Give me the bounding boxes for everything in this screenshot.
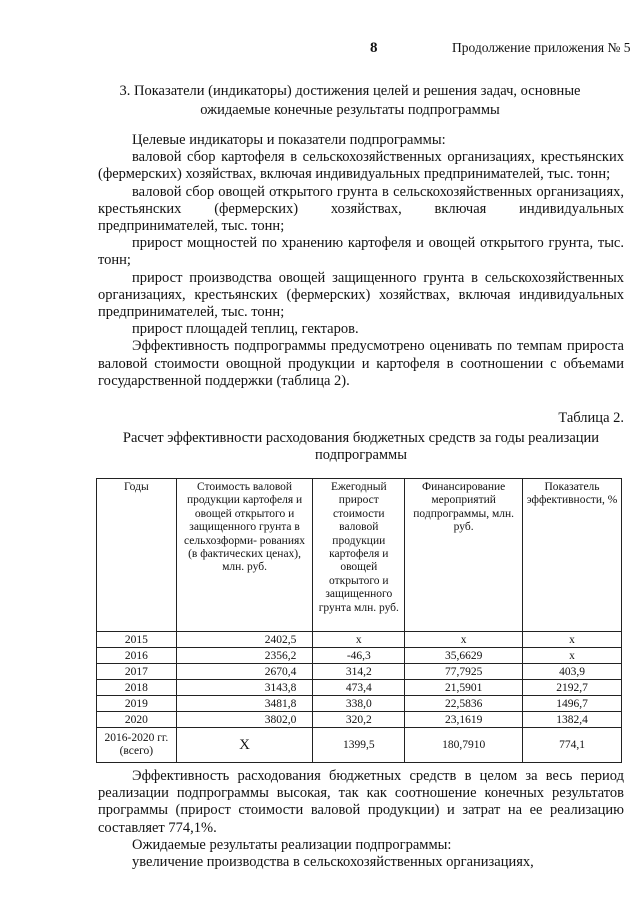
column-header: Годы xyxy=(97,479,177,632)
indicator-greenhouse-area: прирост площадей теплиц, гектаров. xyxy=(132,321,359,338)
growth-cell: 314,2 xyxy=(313,664,405,680)
section-heading: 3. Показатели (индикаторы) достижения целей и решения задач, основные ожидаемые конечные результаты подпрограммы xyxy=(119,83,581,118)
page-number: 8 xyxy=(370,40,378,56)
indicators-block xyxy=(98,132,624,390)
column-header: Показатель эффективности, % xyxy=(523,479,622,632)
table-label: Таблица 2. xyxy=(558,410,624,426)
efficiency-conclusion: Эффективность расходования бюджетных средств в целом за весь период реализации подпрограммы высокая, так как соотношение конечных результатов программы (прирост стоимости валовой продукции) и затрат на ее реализацию составляет 774,1%. xyxy=(98,768,624,836)
growth-cell: 473,4 xyxy=(313,680,405,696)
funding-cell: 77,7925 xyxy=(405,664,523,680)
total-gross-value-cell: Х xyxy=(176,728,313,763)
efficiency-method: Эффективность подпрограммы предусмотрено оценивать по темпам прироста валовой стоимости овощной продукции и картофеля в соотношении с объемами государственной поддержки (таблица 2). xyxy=(98,338,624,389)
table-row xyxy=(97,648,622,664)
funding-cell: 35,6629 xyxy=(405,648,523,664)
gross-value-cell: 2670,4 xyxy=(176,664,313,680)
indicator-vegetable-harvest: валовой сбор овощей открытого грунта в сельскохозяйственных организациях, крестьянских (фермерских) хозяйствах, включая индивидуальных предпринимателей, тыс. тонн; xyxy=(98,183,624,235)
table-row xyxy=(97,696,622,712)
total-funding-cell: 180,7910 xyxy=(405,728,523,763)
growth-cell: 320,2 xyxy=(313,712,405,728)
indicator-greenhouse-production: прирост производства овощей защищенного грунта в сельскохозяйственных организациях, крестьянских (фермерских) хозяйствах, включая индивидуальных предпринимателей, тыс. тонн; xyxy=(98,269,624,321)
total-period-cell: 2016-2020 гг. (всего) xyxy=(97,728,177,763)
year-cell: 2019 xyxy=(97,696,177,712)
gross-value-cell: 2356,2 xyxy=(176,648,313,664)
funding-cell: х xyxy=(405,632,523,648)
year-cell: 2017 xyxy=(97,664,177,680)
efficiency-cell: х xyxy=(523,632,622,648)
column-header: Финансирование мероприятий подпрограммы, млн. руб. xyxy=(405,479,523,632)
gross-value-cell: 3481,8 xyxy=(176,696,313,712)
indicator-storage-growth: прирост мощностей по хранению картофеля и овощей открытого грунта, тыс. тонн; xyxy=(98,235,624,269)
table-title: Расчет эффективности расходования бюджетных средств за годы реализации подпрограммы xyxy=(122,430,600,463)
table-row xyxy=(97,712,622,728)
efficiency-cell: 1382,4 xyxy=(523,712,622,728)
gross-value-cell: 3802,0 xyxy=(176,712,313,728)
table-row xyxy=(97,664,622,680)
table-header-row xyxy=(97,479,622,632)
year-cell: 2016 xyxy=(97,648,177,664)
efficiency-cell: 403,9 xyxy=(523,664,622,680)
funding-cell: 21,5901 xyxy=(405,680,523,696)
expected-results-first: увеличение производства в сельскохозяйственных организациях, xyxy=(132,854,534,871)
efficiency-table xyxy=(96,478,622,763)
column-header: Ежегодный прирост стоимости валовой продукции картофеля и овощей открытого и защищенного грунта млн. руб. xyxy=(313,479,405,632)
table-row xyxy=(97,632,622,648)
year-cell: 2018 xyxy=(97,680,177,696)
column-header: Стоимость валовой продукции картофеля и овощей открытого и защищенного грунта в сельхозформи- рованиях (в фактических ценах), млн. руб. xyxy=(176,479,313,632)
growth-cell: х xyxy=(313,632,405,648)
total-growth-cell: 1399,5 xyxy=(313,728,405,763)
efficiency-cell: х xyxy=(523,648,622,664)
year-cell: 2015 xyxy=(97,632,177,648)
total-efficiency-cell: 774,1 xyxy=(523,728,622,763)
appendix-continuation: Продолжение приложения № 5 xyxy=(452,40,631,55)
gross-value-cell: 3143,8 xyxy=(176,680,313,696)
table-row xyxy=(97,680,622,696)
targets-intro: Целевые индикаторы и показатели подпрограммы: xyxy=(132,132,446,148)
funding-cell: 22,5836 xyxy=(405,696,523,712)
expected-results-intro: Ожидаемые результаты реализации подпрограммы: xyxy=(132,836,452,853)
efficiency-cell: 2192,7 xyxy=(523,680,622,696)
efficiency-cell: 1496,7 xyxy=(523,696,622,712)
gross-value-cell: 2402,5 xyxy=(176,632,313,648)
growth-cell: -46,3 xyxy=(313,648,405,664)
funding-cell: 23,1619 xyxy=(405,712,523,728)
indicator-potato-harvest: валовой сбор картофеля в сельскохозяйственных организациях, крестьянских (фермерских) хозяйствах, включая индивидуальных предпринимателей, тыс. тонн; xyxy=(98,149,624,183)
growth-cell: 338,0 xyxy=(313,696,405,712)
conclusion-block xyxy=(98,768,624,871)
year-cell: 2020 xyxy=(97,712,177,728)
table-total-row xyxy=(97,728,622,763)
